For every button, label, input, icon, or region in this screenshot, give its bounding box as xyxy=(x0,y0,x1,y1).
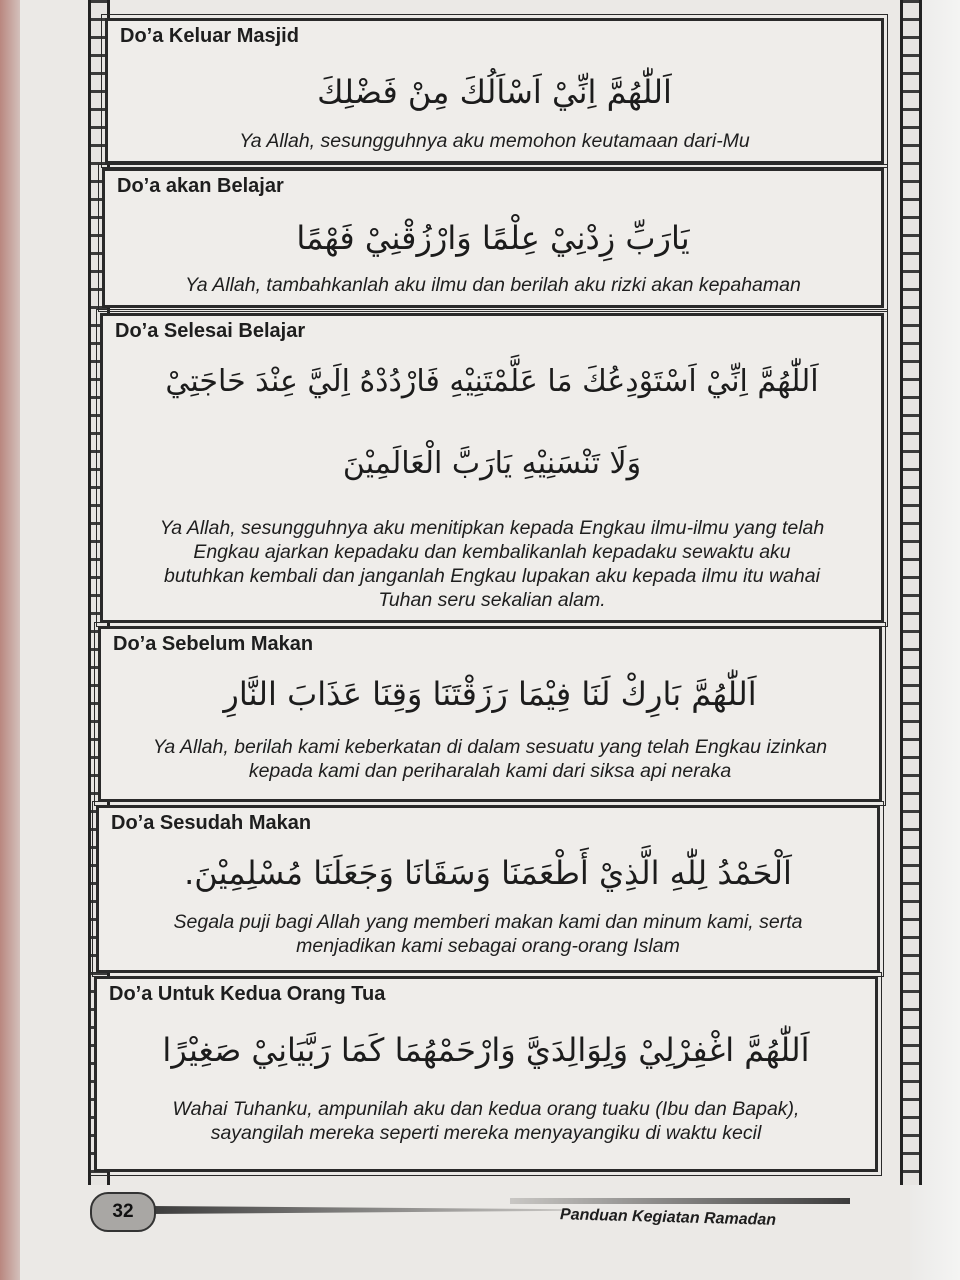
prayer-box-akan-belajar xyxy=(102,168,884,308)
prayer-box-selesai-belajar xyxy=(100,313,884,623)
prayer-title: Do’a Selesai Belajar xyxy=(115,320,306,342)
prayer-translation: Ya Allah, sesungguhnya aku memohon keutamaan dari-Mu xyxy=(239,130,750,152)
book-page xyxy=(20,0,910,1280)
prayer-box-keluar-masjid xyxy=(105,18,884,164)
prayer-translation: Ya Allah, sesungguhnya aku menitipkan kepada Engkau ilmu-ilmu yang telah Engkau ajarkan kepadaku dan kembalikanlah kepadaku sewaktu aku butuhkan kembali dan janganlah Engkau lupakan aku kepada ilmu itu wahai Tuhan seru sekalian alam. xyxy=(159,517,825,611)
prayer-arabic: اَلْحَمْدُ لِلّٰهِ الَّذِيْ أَطْعَمَنَا وَسَقَانَا وَجَعَلَنَا مُسْلِمِيْنَ. xyxy=(184,854,792,892)
prayer-translation: Wahai Tuhanku, ampunilah aku dan kedua orang tuaku (Ibu dan Bapak), sayangilah mereka seperti mereka menyayangiku di waktu kecil xyxy=(172,1098,800,1144)
prayer-translation: Segala puji bagi Allah yang memberi makan kami dan minum kami, serta menjadikan kami sebagai orang-orang Islam xyxy=(173,911,803,957)
book-title: Panduan Kegiatan Ramadan xyxy=(559,1206,777,1229)
prayer-arabic: اَللّٰهُمَّ اِنِّيْ اَسْتَوْدِعُكَ مَا عَلَّمْتَنِيْهِ فَارْدُدْهُ اِلَيَّ عِنْدَ حَاجَتِيْ xyxy=(165,364,819,399)
prayer-title: Do’a Untuk Kedua Orang Tua xyxy=(109,983,386,1005)
prayer-title: Do’a akan Belajar xyxy=(117,175,284,197)
prayer-box-sebelum-makan xyxy=(98,626,882,802)
prayer-title: Do’a Keluar Masjid xyxy=(120,25,299,47)
prayer-box-sesudah-makan xyxy=(96,805,880,973)
prayer-title: Do’a Sebelum Makan xyxy=(113,633,314,655)
prayer-arabic: اَللّٰهُمَّ بَارِكْ لَنَا فِيْمَا رَزَقْتَنَا وَقِنَا عَذَابَ النَّارِ xyxy=(223,675,757,713)
prayer-arabic: اَللّٰهُمَّ اِنِّيْ اَسْاَلُكَ مِنْ فَضْلِكَ xyxy=(317,73,672,111)
page-number: 32 xyxy=(90,1192,156,1232)
prayer-translation: Ya Allah, tambahkanlah aku ilmu dan berilah aku rizki akan kepahaman xyxy=(185,274,801,296)
prayer-translation: Ya Allah, berilah kami keberkatan di dalam sesuatu yang telah Engkau izinkan kepada kami dan periharalah kami dari siksa api neraka xyxy=(152,736,828,782)
prayer-title: Do’a Sesudah Makan xyxy=(111,812,312,834)
prayer-box-kedua-orang-tua xyxy=(94,976,878,1172)
ornament-border-right xyxy=(900,0,922,1185)
prayer-arabic: اَللّٰهُمَّ اغْفِرْلِيْ وَلِوَالِدَيَّ وَارْحَمْهُمَا كَمَا رَبَّيَانِيْ صَغِيْرًا xyxy=(162,1031,810,1069)
prayer-arabic-line2: وَلَا تَنْسَنِيْهِ يَارَبَّ الْعَالَمِيْنَ xyxy=(342,446,642,481)
prayer-arabic: يَارَبِّ زِدْنِيْ عِلْمًا وَارْزُقْنِيْ فَهْمًا xyxy=(296,219,690,257)
